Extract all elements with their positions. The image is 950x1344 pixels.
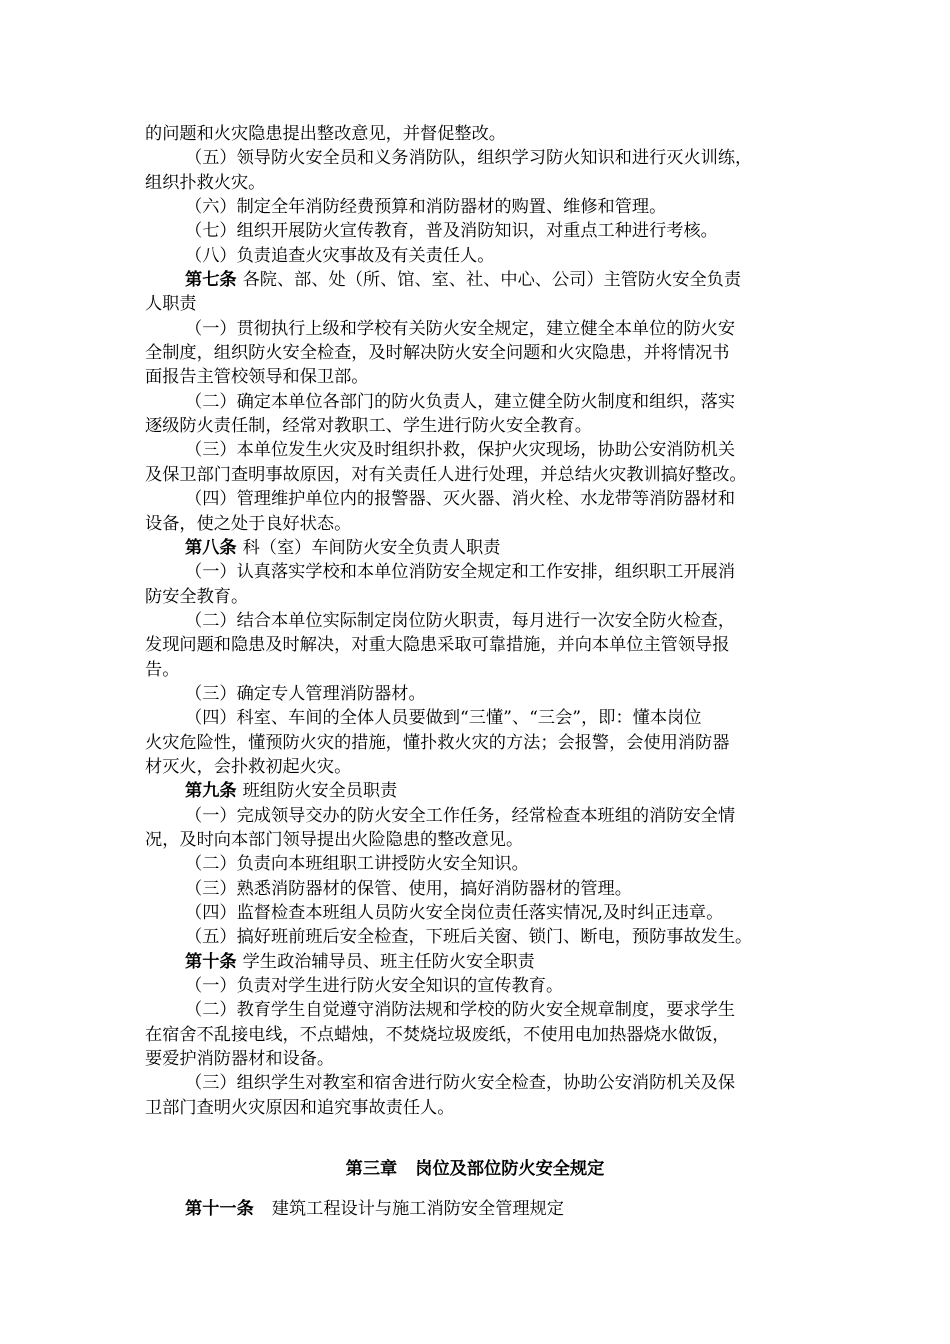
line-text: （二）结合本单位实际制定岗位防火职责，每月进行一次安全防火检查， <box>185 610 736 631</box>
text-line <box>145 1047 810 1071</box>
text-line <box>145 463 810 487</box>
line-text: （一）认真落实学校和本单位消防安全规定和工作安排，组织职工开展消 <box>185 562 736 583</box>
text-line <box>145 925 810 949</box>
line-text: （四）监督检查本班组人员防火安全岗位责任落实情况,及时纠正违章。 <box>185 903 724 923</box>
line-text: （四）管理维护单位内的报警器、灭火器、消火栓、水龙带等消防器材和 <box>185 489 736 510</box>
article-label: 第十一条 <box>185 1199 254 1219</box>
article-heading-line <box>145 779 810 803</box>
text-line <box>145 487 810 511</box>
line-text: （二）负责向本班组职工讲授防火安全知识。 <box>185 854 529 875</box>
line-text: 面报告主管校领导和保卫部。 <box>145 367 369 388</box>
chapter-number: 第三章 <box>345 1159 398 1179</box>
article-label: 第八条 <box>185 537 237 558</box>
article-heading-line <box>145 268 810 292</box>
article-label: 第七条 <box>185 270 237 291</box>
line-text: 各院、部、处（所、馆、室、社、中心、公司）主管防火安全负责 <box>242 270 742 291</box>
text-line <box>145 658 810 682</box>
text-line <box>145 219 810 243</box>
line-text: 人职责 <box>145 294 197 315</box>
text-line <box>145 974 810 998</box>
line-text: 设备，使之处于良好状态。 <box>145 513 352 534</box>
line-text: （七）组织开展防火宣传教育，普及消防知识，对重点工种进行考核。 <box>185 221 718 242</box>
article-label: 第十条 <box>185 951 237 972</box>
line-text: （一）负责对学生进行防火安全知识的宣传教育。 <box>185 976 564 997</box>
text-line <box>145 195 810 219</box>
text-line <box>145 609 810 633</box>
line-text: （六）制定全年消防经费预算和消防器材的购置、维修和管理。 <box>185 197 667 218</box>
text-line <box>145 512 810 536</box>
line-text: （二）教育学生自觉遵守消防法规和学校的防火安全规章制度，要求学生 <box>185 1000 736 1021</box>
text-line <box>145 1096 810 1120</box>
line-text: （三）组织学生对教室和宿舍进行防火安全检查，协助公安消防机关及保 <box>185 1073 736 1094</box>
text-line <box>145 1071 810 1095</box>
line-text: （一）完成领导交办的防火安全工作任务，经常检查本班组的消防安全情 <box>185 805 736 826</box>
line-text: （三）本单位发生火灾及时组织扑救，保护火灾现场，协助公安消防机关 <box>185 440 736 461</box>
line-text: 班组防火安全员职责 <box>242 781 398 802</box>
text-line <box>145 706 810 730</box>
text-line <box>145 901 810 925</box>
text-line <box>145 146 810 170</box>
line-text: 学生政治辅导员、班主任防火安全职责 <box>242 951 535 972</box>
line-text: （一）贯彻执行上级和学校有关防火安全规定，建立健全本单位的防火安 <box>185 318 736 339</box>
text-line <box>145 122 810 146</box>
text-line <box>145 731 810 755</box>
line-text: 科（室）车间防火安全负责人职责 <box>242 537 501 558</box>
line-text: （三）确定专人管理消防器材。 <box>185 683 426 704</box>
text-line <box>145 317 810 341</box>
text-line <box>145 828 810 852</box>
text-line <box>145 414 810 438</box>
article-heading-line <box>145 950 810 974</box>
line-text: 全制度，组织防火安全检查，及时解决防火安全问题和火灾隐患，并将情况书 <box>145 343 730 364</box>
line-text: 材灭火，会扑救初起火灾。 <box>145 756 352 777</box>
text-line <box>145 804 810 828</box>
chapter-title: 岗位及部位防火安全规定 <box>415 1159 605 1179</box>
article-11-heading <box>185 1196 564 1222</box>
article-title: 建筑工程设计与施工消防安全管理规定 <box>271 1199 564 1219</box>
line-text: （三）熟悉消防器材的保管、使用，搞好消防器材的管理。 <box>185 878 632 899</box>
body-text <box>145 122 810 1120</box>
line-text: 的问题和火灾隐患提出整改意见，并督促整改。 <box>145 124 506 144</box>
line-text: 发现问题和隐患及时解决，对重大隐患采取可靠措施，并向本单位主管领导报 <box>145 635 730 656</box>
line-text: 逐级防火责任制，经常对教职工、学生进行防火安全教育。 <box>145 416 592 437</box>
text-line <box>145 365 810 389</box>
line-text: 告。 <box>145 659 180 680</box>
text-line <box>145 585 810 609</box>
article-heading-line <box>145 536 810 560</box>
text-line <box>145 877 810 901</box>
text-line <box>145 341 810 365</box>
text-line <box>145 292 810 316</box>
text-line <box>145 171 810 195</box>
line-text: 卫部门查明火灾原因和追究事故责任人。 <box>145 1097 455 1118</box>
text-line <box>145 998 810 1022</box>
line-text: （二）确定本单位各部门的防火负责人，建立健全防火制度和组织，落实 <box>185 391 736 412</box>
line-text: 况，及时向本部门领导提出火险隐患的整改意见。 <box>145 829 524 850</box>
text-line <box>145 633 810 657</box>
line-text: （八）负责追查火灾事故及有关责任人。 <box>185 245 495 266</box>
line-text: 在宿舍不乱接电线，不点蜡烛，不焚烧垃圾废纸，不使用电加热器烧水做饭， <box>145 1024 730 1045</box>
line-text: 要爱护消防器材和设备。 <box>145 1049 335 1070</box>
text-line <box>145 1023 810 1047</box>
text-line <box>145 560 810 584</box>
text-line <box>145 438 810 462</box>
text-line <box>145 390 810 414</box>
line-text: （四）科室、车间的全体人员要做到“三懂”、“三会”，即：懂本岗位 <box>185 708 702 729</box>
line-text: 防安全教育。 <box>145 586 249 607</box>
line-text: （五）领导防火安全员和义务消防队，组织学习防火知识和进行灭火训练， <box>185 148 753 169</box>
line-text: 及保卫部门查明事故原因，对有关责任人进行处理，并总结火灾教训搞好整改。 <box>145 464 747 485</box>
article-label: 第九条 <box>185 781 237 802</box>
line-text: 火灾危险性，懂预防火灾的措施，懂扑救火灾的方法；会报警，会使用消防器 <box>145 732 730 753</box>
text-line <box>145 682 810 706</box>
text-line <box>145 852 810 876</box>
text-line <box>145 244 810 268</box>
text-line <box>145 755 810 779</box>
line-text: 组织扑救火灾。 <box>145 172 266 193</box>
chapter-heading <box>0 1156 950 1182</box>
line-text: （五）搞好班前班后安全检查，下班后关窗、锁门、断电，预防事故发生。 <box>185 927 753 948</box>
